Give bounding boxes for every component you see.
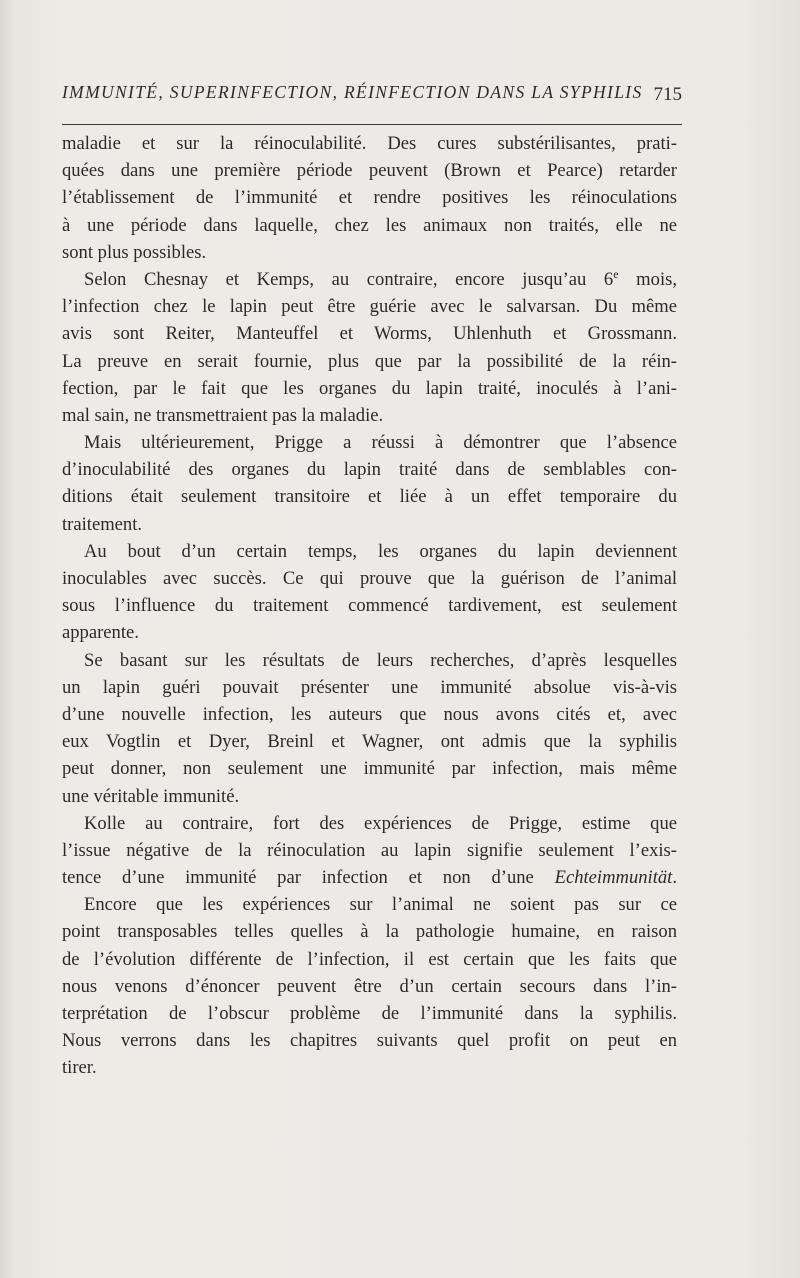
text-fragment: tence d’une immunité par infection et non d’une: [62, 867, 555, 889]
text-line: peut donner, non seulement une immunité par infection, mais même: [62, 758, 677, 780]
text-line: [62, 864, 677, 891]
page-number: 715: [653, 84, 682, 105]
text-fragment: Selon Chesnay et Kemps, au contraire, encore jusqu’au 6: [84, 268, 614, 290]
text-line: avis sont Reiter, Manteuffel et Worms, Uhlenhuth et Grossmann.: [62, 323, 677, 345]
text-line: Au bout d’un certain temps, les organes du lapin deviennent: [84, 540, 677, 562]
text-line: un lapin guéri pouvait présenter une immunité absolue vis-à-vis: [62, 676, 677, 698]
superscript: e: [613, 266, 619, 281]
text-line: eux Vogtlin et Dyer, Breinl et Wagner, ont admis que la syphilis: [62, 731, 677, 753]
text-line: nous venons d’énoncer peuvent être d’un certain secours dans l’in-: [62, 975, 677, 997]
text-line: mal sain, ne transmettraient pas la maladie.: [62, 404, 384, 426]
body-text: [62, 130, 677, 1082]
running-header: [62, 82, 682, 122]
text-fragment: mois,: [618, 268, 677, 290]
text-line: Se basant sur les résultats de leurs recherches, d’après lesquelles: [84, 649, 677, 671]
text-fragment: .: [672, 867, 677, 889]
text-line: traitement.: [62, 513, 143, 535]
text-line: point transposables telles quelles à la pathologie humaine, en raison: [62, 921, 677, 943]
text-line: Nous verrons dans les chapitres suivants quel profit on peut en: [62, 1030, 677, 1052]
text-line: de l’évolution différente de l’infection, il est certain que les faits que: [62, 948, 677, 970]
text-line: La preuve en serait fournie, plus que par la possibilité de la réin-: [62, 350, 677, 372]
text-line: terprétation de l’obscur problème de l’immunité dans la syphilis.: [62, 1003, 677, 1024]
text-line: d’inoculabilité des organes du lapin traité dans de semblables con-: [62, 459, 677, 481]
text-line: Mais ultérieurement, Prigge a réussi à démontrer que l’absence: [84, 432, 677, 454]
text-line: maladie et sur la réinoculabilité. Des cures substérilisantes, prati-: [62, 133, 677, 154]
text-line: tirer.: [62, 1057, 97, 1079]
text-line: d’une nouvelle infection, les auteurs que nous avons cités et, avec: [62, 703, 677, 725]
text-line: une véritable immunité.: [62, 785, 240, 807]
text-line: apparente.: [62, 622, 139, 644]
text-line: à une période dans laquelle, chez les animaux non traités, elle ne: [62, 214, 677, 236]
text-line: sous l’influence du traitement commencé tardivement, est seulement: [62, 595, 677, 617]
text-line: l’issue négative de la réinoculation au lapin signifie seulement l’exis-: [62, 839, 677, 861]
text-line: sont plus possibles.: [62, 241, 207, 263]
text-line: l’établissement de l’immunité et rendre positives les réinoculations: [62, 187, 677, 209]
text-line: quées dans une première période peuvent (Brown et Pearce) retarder: [62, 160, 677, 182]
text-line: Kolle au contraire, fort des expériences de Prigge, estime que: [84, 812, 677, 834]
running-title: IMMUNITÉ, SUPERINFECTION, RÉINFECTION DANS LA SYPHILIS: [62, 82, 643, 102]
text-line: [62, 266, 677, 293]
text-line: fection, par le fait que les organes du lapin traité, inoculés à l’ani-: [62, 377, 677, 399]
header-rule: [62, 124, 682, 125]
text-line: ditions était seulement transitoire et liée à un effet temporaire du: [62, 486, 677, 508]
text-line: l’infection chez le lapin peut être guérie avec le salvarsan. Du même: [62, 296, 677, 318]
text-line: inoculables avec succès. Ce qui prouve que la guérison de l’animal: [62, 568, 677, 589]
italic-term: Echteimmunität: [554, 867, 673, 889]
text-line: Encore que les expériences sur l’animal ne soient pas sur ce: [84, 894, 677, 916]
